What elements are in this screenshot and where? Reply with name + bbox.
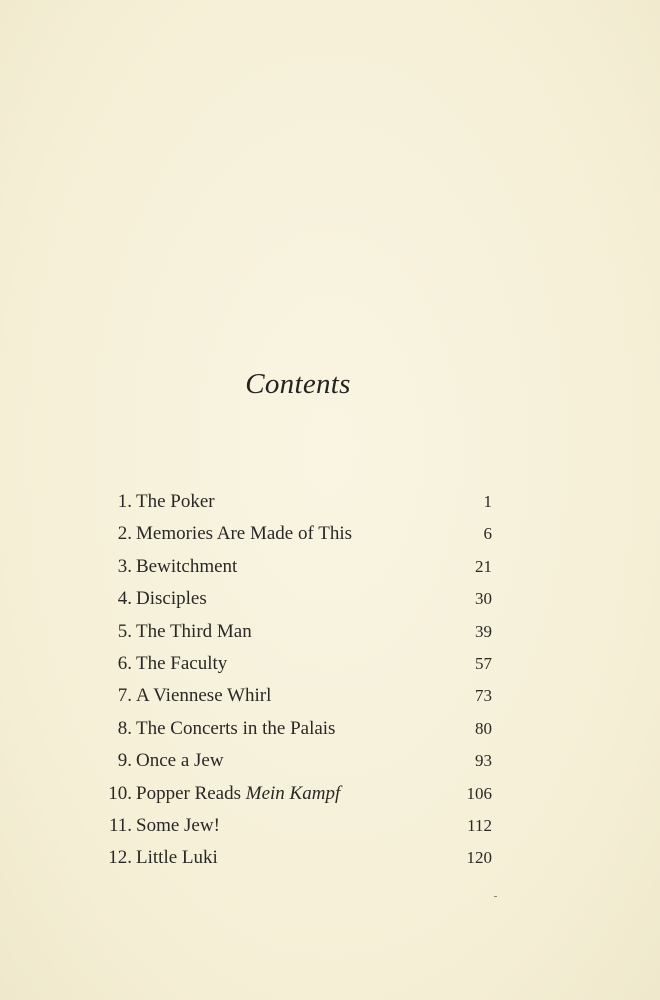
chapter-page: 30 <box>475 589 492 609</box>
chapter-title: Bewitchment <box>136 555 238 577</box>
chapter-page: 21 <box>475 556 492 576</box>
chapter-title: The Third Man <box>136 620 252 642</box>
chapter-number: 5. <box>117 620 132 642</box>
toc-entry <box>96 551 492 583</box>
table-of-contents <box>96 486 492 875</box>
chapter-title: Once a Jew <box>136 750 224 772</box>
toc-entry <box>96 518 492 550</box>
toc-entry <box>96 583 492 615</box>
chapter-page: 73 <box>475 686 492 706</box>
chapter-number: 3. <box>117 555 132 577</box>
toc-entry <box>96 745 492 777</box>
chapter-number: 7. <box>117 685 132 707</box>
toc-entry <box>96 713 492 745</box>
chapter-page: 39 <box>475 621 492 641</box>
chapter-number: 6. <box>117 652 132 674</box>
chapter-title: Memories Are Made of This <box>136 523 352 545</box>
chapter-page: 6 <box>483 524 492 544</box>
toc-entry <box>96 778 492 810</box>
paper-speck <box>494 896 497 897</box>
chapter-title-italic: Mein Kampf <box>245 782 341 804</box>
chapter-title-roman: Popper Reads <box>136 782 246 804</box>
contents-heading: Contents <box>245 368 351 400</box>
chapter-title: Little Luki <box>136 847 218 869</box>
chapter-title: The Poker <box>136 491 215 512</box>
chapter-number: 11. <box>108 814 132 836</box>
chapter-title: The Concerts in the Palais <box>136 717 336 739</box>
chapter-title <box>136 778 340 810</box>
chapter-title: A Viennese Whirl <box>136 685 272 707</box>
toc-entry <box>96 648 492 680</box>
chapter-page: 1 <box>483 492 492 511</box>
chapter-page: 80 <box>475 718 492 738</box>
chapter-number: 1. <box>117 491 132 512</box>
chapter-page: 112 <box>467 815 492 835</box>
toc-entry <box>96 810 492 842</box>
chapter-page: 106 <box>466 783 492 803</box>
chapter-title: Some Jew! <box>136 814 220 836</box>
chapter-number: 10. <box>108 782 132 804</box>
chapter-number: 12. <box>108 847 132 869</box>
chapter-number: 8. <box>117 717 132 739</box>
toc-entry <box>96 616 492 648</box>
chapter-page: 93 <box>475 751 492 771</box>
chapter-number: 9. <box>117 750 132 772</box>
chapter-title: Disciples <box>136 588 207 610</box>
chapter-number: 4. <box>117 588 132 610</box>
toc-entry <box>96 680 492 712</box>
chapter-number: 2. <box>117 523 132 545</box>
chapter-title: The Faculty <box>136 652 228 674</box>
chapter-page: 57 <box>475 653 492 673</box>
toc-entry <box>96 486 492 518</box>
toc-entry <box>96 842 492 874</box>
chapter-page: 120 <box>466 848 492 868</box>
